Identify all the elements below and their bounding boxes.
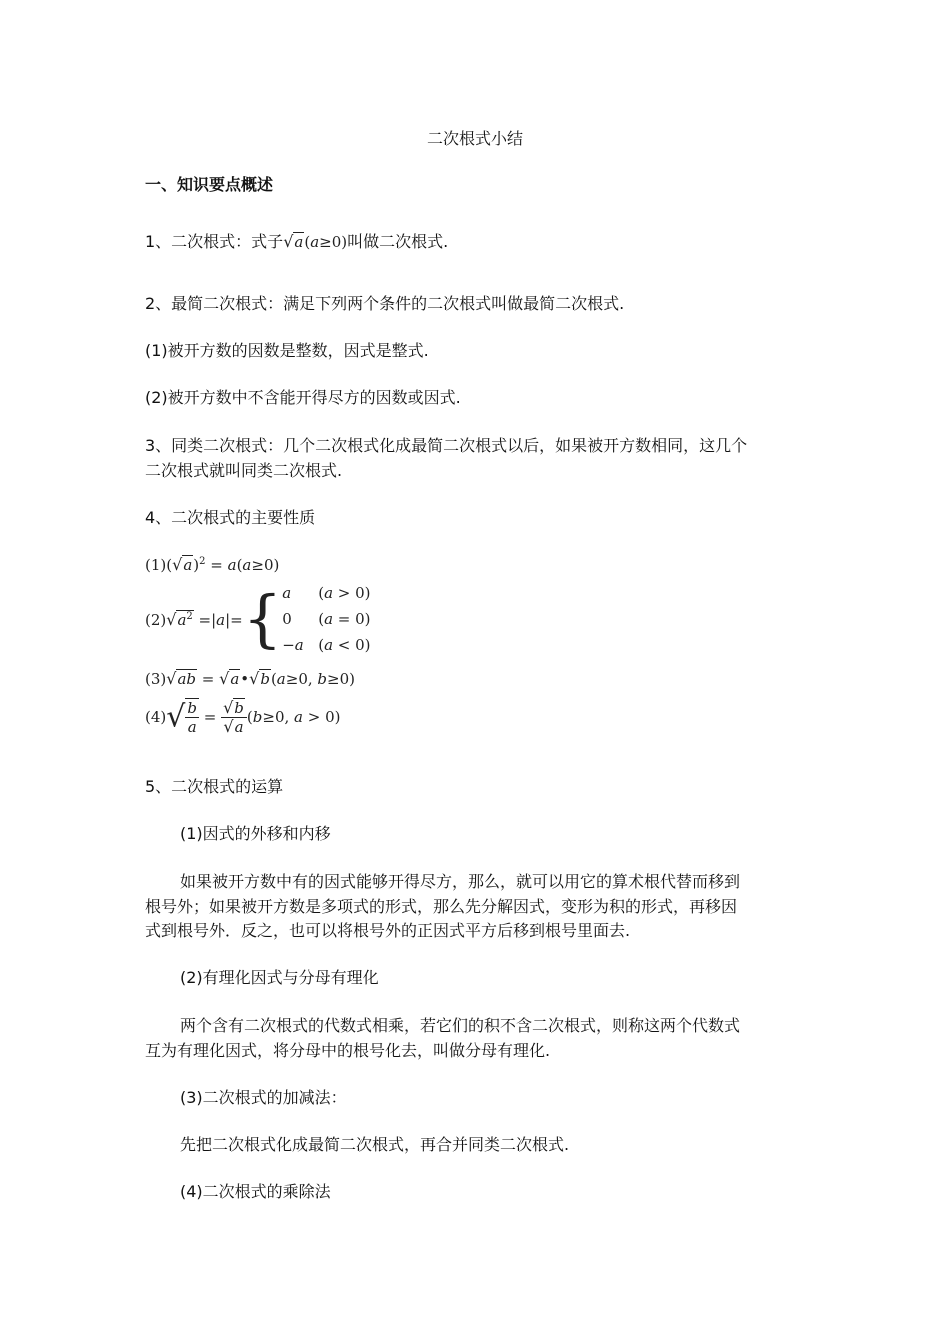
operation-1-title: (1)因式的外移和内移 [180, 824, 331, 843]
operation-1-line-3: 式到根号外．反之，也可以将根号外的正因式平方后移到根号里面去. [145, 921, 631, 940]
item-1-label: 1、二次根式：式子 [145, 232, 284, 251]
item-3-line-2: 二次根式就叫同类二次根式. [145, 461, 343, 480]
operation-3-title: (3)二次根式的加减法： [180, 1088, 347, 1107]
operation-4-title: (4)二次根式的乘除法 [180, 1182, 331, 1201]
item-1-suffix: 叫做二次根式. [347, 232, 449, 251]
property-1-formula: $(1)(√a)^2 = a(a\ge 0)$ [145, 555, 280, 574]
formula-sqrt-a: √a(a≥0) [283, 232, 348, 251]
condition-1: (1)被开方数的因数是整数，因式是整式. [145, 341, 429, 360]
item-4: 4、二次根式的主要性质 [145, 508, 316, 527]
document-title: 二次根式小结 [426, 129, 523, 148]
item-1 [145, 231, 448, 253]
operation-3-line-1: 先把二次根式化成最简二次根式，再合并同类二次根式. [180, 1135, 570, 1154]
item-3-line-1: 3、同类二次根式：几个二次根式化成最简二次根式以后，如果被开方数相同，这几个 [145, 436, 748, 455]
property-3-formula: (3)√ab = √a•√b(a≥0, b≥0) [145, 669, 355, 688]
operation-2-line-1: 两个含有二次根式的代数式相乘，若它们的积不含二次根式，则称这两个代数式 [180, 1016, 741, 1035]
item-5: 5、二次根式的运算 [145, 777, 284, 796]
property-4-formula: (4)√ $\frac{b}{a}$ = $\frac{√b}{√a}$ (b≥0, a > 0) [145, 697, 341, 736]
property-2-formula: $(2)√a^2 =|a|=${ a (a > 0) 0 (a = 0) −a (a < 0) [145, 582, 371, 655]
operation-1-line-1: 如果被开方数中有的因式能够开得尽方，那么，就可以用它的算术根代替而移到 [180, 872, 741, 891]
operation-2-line-2: 互为有理化因式，将分母中的根号化去，叫做分母有理化. [145, 1041, 551, 1060]
condition-2: (2)被开方数中不含能开得尽方的因数或因式. [145, 388, 461, 407]
operation-2-title: (2)有理化因式与分母有理化 [180, 968, 379, 987]
section-heading: 一、知识要点概述 [145, 175, 274, 194]
item-2: 2、最简二次根式：满足下列两个条件的二次根式叫做最简二次根式. [145, 294, 625, 313]
operation-1-line-2: 根号外；如果被开方数是多项式的形式，那么先分解因式，变形为积的形式，再移因 [145, 897, 738, 916]
